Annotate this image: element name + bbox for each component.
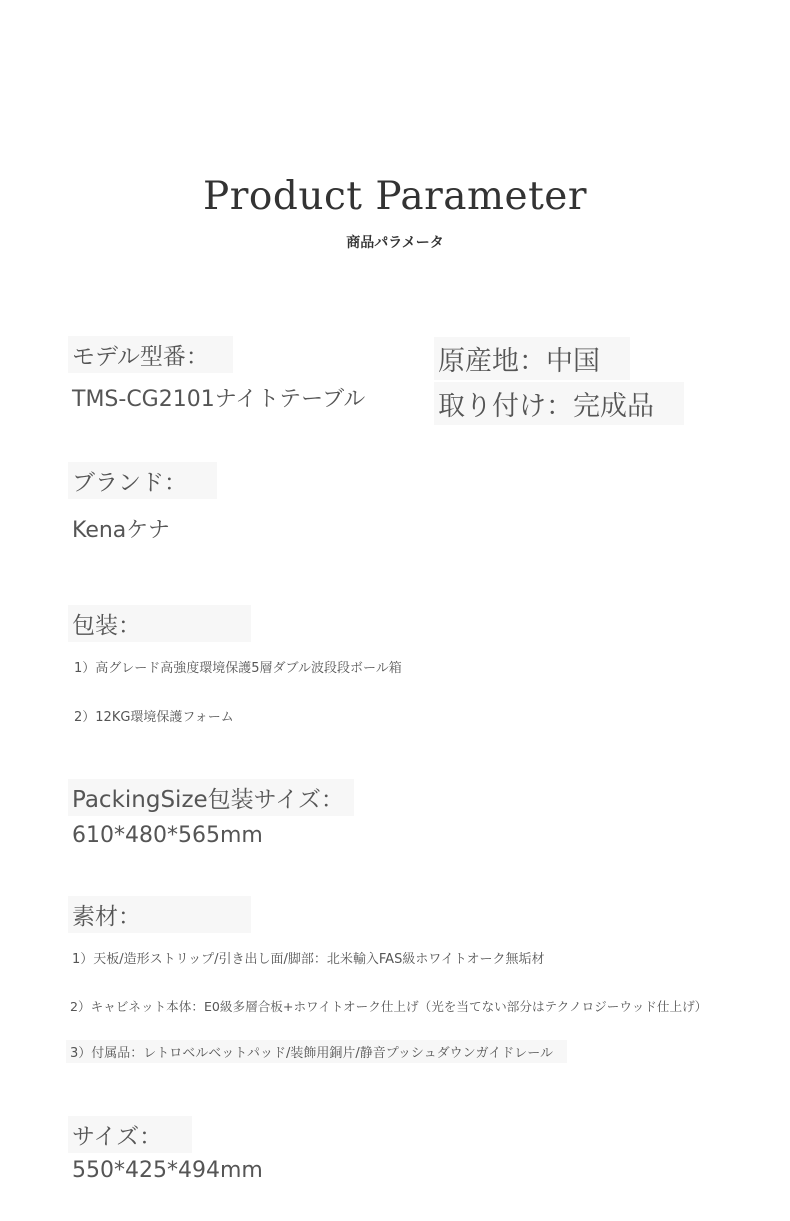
page-title: Product Parameter bbox=[203, 174, 587, 219]
material-label: 素材： bbox=[68, 896, 251, 933]
material-item: 3）付属品：レトロベルベットパッド/装飾用銅片/静音プッシュダウンガイドレール bbox=[66, 1040, 567, 1063]
model-value: TMS-CG2101ナイトテーブル bbox=[72, 387, 366, 412]
material-item: 2）キャビネット本体：E0級多層合板+ホワイトオーク仕上げ（光を当てない部分はテクノロジーウッド仕上げ） bbox=[70, 999, 708, 1014]
packaging-label: 包装： bbox=[68, 605, 251, 642]
packing-size-label: PackingSize包装サイズ： bbox=[68, 779, 354, 816]
packing-size-value: 610*480*565mm bbox=[72, 823, 263, 848]
size-value: 550*425*494mm bbox=[72, 1158, 263, 1183]
brand-value: Kenaケナ bbox=[72, 518, 170, 543]
packaging-item: 2）12KG環境保護フォーム bbox=[74, 710, 234, 725]
assembly-text: 取り付け：完成品 bbox=[434, 382, 684, 425]
model-label: モデル型番： bbox=[68, 336, 233, 373]
packaging-item: 1）高グレード高強度環境保護5層ダブル波段段ボール箱 bbox=[74, 661, 402, 676]
origin-text: 原産地：中国 bbox=[434, 337, 630, 380]
page-subtitle: 商品パラメータ bbox=[346, 235, 444, 251]
material-item: 1）天板/造形ストリップ/引き出し面/脚部：北米輸入FAS級ホワイトオーク無垢材 bbox=[72, 952, 545, 967]
size-label: サイズ： bbox=[68, 1116, 192, 1153]
brand-label: ブランド： bbox=[68, 462, 217, 499]
